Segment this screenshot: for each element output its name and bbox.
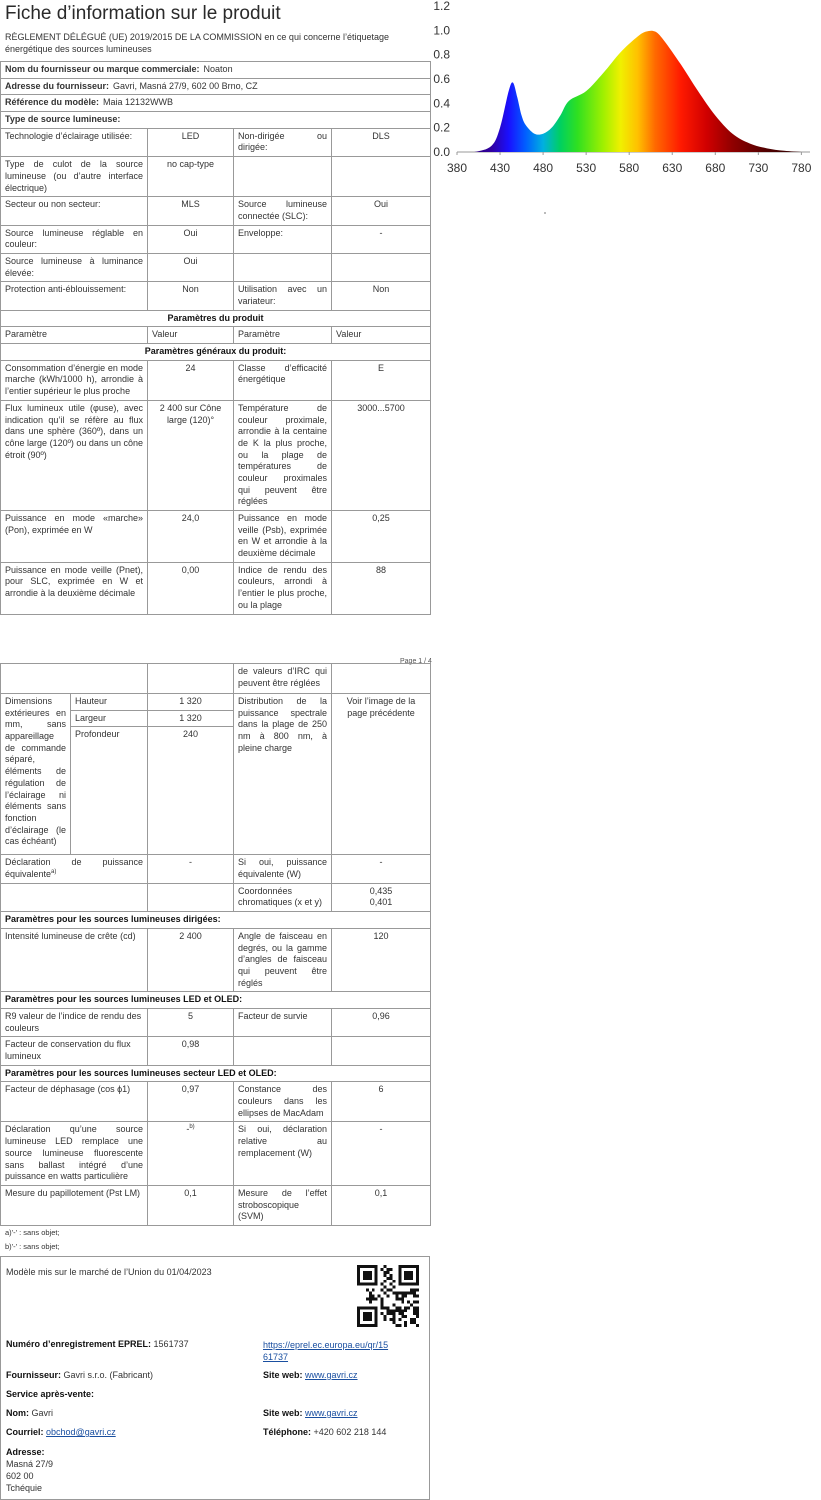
email-link[interactable]: obchod@gavri.cz (46, 1427, 116, 1437)
param-label (234, 157, 332, 197)
param-label: Puissance en mode veille (Pnet), pour SLC, exprimée en W et arrondie à la deuxième décimale (1, 562, 148, 614)
regulation-text: RÈGLEMENT DÉLÉGUÉ (UE) 2019/2015 DE LA COMMISSION en ce qui concerne l’étiquetage énergétique des sources lumineuses (5, 32, 390, 54)
chroma-y: 0,401 (369, 897, 393, 908)
x-tick-label: 380 (446, 161, 468, 175)
footnote: b)'-' : sans objet; (5, 1241, 60, 1251)
phase-label: Facteur de déphasage (cos ϕ1) (1, 1082, 148, 1122)
name-value: Gavri (31, 1408, 54, 1418)
param-value: 24 (148, 360, 234, 400)
eprel-box (0, 1256, 430, 1500)
row-label: Adresse du fournisseur: (5, 80, 110, 91)
survival-value: 0,96 (332, 1008, 431, 1036)
lumen-label: Facteur de conservation du flux lumineux (1, 1037, 148, 1065)
product-info-table-continued (0, 663, 431, 1226)
y-tick-label: 1.0 (433, 23, 450, 38)
dim-name: Largeur (71, 710, 148, 727)
supplier-row (1, 78, 431, 95)
col-param: Paramètre (1, 327, 148, 344)
param-label: Puissance en mode veille (Psb), exprimée en W et arrondie à la deuxième décimale (234, 511, 332, 563)
address-line: Tchéquie (6, 1483, 43, 1494)
peak-label: Intensité lumineuse de crête (cd) (1, 928, 148, 991)
general-params-title: Paramètres généraux du produit: (1, 344, 431, 361)
param-label: Classe d’efficacité énergétique (234, 360, 332, 400)
supplier-label: Fournisseur: (6, 1370, 62, 1380)
survival-label: Facteur de survie (234, 1008, 332, 1036)
param-value: 24,0 (148, 511, 234, 563)
fluo-value: - (186, 1124, 190, 1135)
fluo-w-label: Si oui, déclaration relative au remplacement (W) (234, 1122, 332, 1185)
qr-code-icon[interactable] (357, 1265, 419, 1327)
fluo-w-value: - (332, 1122, 431, 1185)
beam-value: 120 (332, 928, 431, 991)
param-label: Type de culot de la source lumineuse (ou d’autre interface électrique) (1, 157, 148, 197)
pst-value: 0,1 (148, 1185, 234, 1225)
service-label: Service après-vente: (6, 1389, 95, 1399)
eprel-link-cont[interactable]: 61737 (263, 1352, 289, 1363)
col-value: Valeur (332, 327, 431, 344)
param-label: Température de couleur proximale, arrondie à la centaine de K la plus proche, ou la plage de températures de couleur proximales qui peuvent être réglées (234, 400, 332, 510)
dimensions-label: Dimensions extérieures en mm, sans appareillage de commande séparé, éléments de régulation de l’éclairage ni éléments sans fonction d’éclairage (le cas échéant) (1, 694, 71, 855)
equiv-w-value: - (332, 855, 431, 883)
y-tick-label: 0.8 (433, 47, 450, 62)
email-label: Courriel: (6, 1427, 44, 1437)
param-value: 0,25 (332, 511, 431, 563)
param-label: Consommation d’énergie en mode marche (kWh/1000 h), arrondie à l’entier supérieur le plus proche (1, 360, 148, 400)
param-value: MLS (148, 197, 234, 225)
param-label: Source lumineuse connectée (SLC): (234, 197, 332, 225)
svm-value: 0,1 (332, 1185, 431, 1225)
col-param: Paramètre (234, 327, 332, 344)
param-label: Indice de rendu des couleurs, arrondi à l’entier le plus proche, ou la plage (234, 562, 332, 614)
param-value (332, 253, 431, 281)
param-label: Enveloppe: (234, 225, 332, 253)
chroma-label: Coordonnées chromatiques (x et y) (234, 883, 332, 911)
footnote-ref: b) (189, 1124, 195, 1131)
website-link[interactable]: www.gavri.cz (305, 1370, 358, 1380)
supplier-value: Gavri s.r.o. (Fabricant) (63, 1370, 154, 1380)
x-tick-label: 580 (619, 161, 640, 175)
pst-label: Mesure du papillotement (Pst LM) (1, 1185, 148, 1225)
param-label: Source lumineuse réglable en couleur: (1, 225, 148, 253)
footnote-ref: a) (51, 869, 57, 876)
eprel-link[interactable]: https://eprel.ec.europa.eu/qr/15 (263, 1340, 389, 1350)
lumen-value: 0,98 (148, 1037, 234, 1065)
param-value (332, 157, 431, 197)
param-value: Oui (148, 253, 234, 281)
spectral-label: Distribution de la puissance spectrale dans la plage de 250 nm à 800 nm, à pleine charge (234, 694, 332, 855)
beam-label: Angle de faisceau en degrés, ou la gamme d’angles de faisceau qui peuvent être réglés (234, 928, 332, 991)
y-tick-label: 1.2 (433, 0, 450, 13)
col-value: Valeur (148, 327, 234, 344)
row-label: Référence du modèle: (5, 97, 100, 108)
address-label: Adresse: (6, 1447, 45, 1457)
y-tick-label: 0.4 (433, 96, 450, 111)
param-value: Oui (332, 197, 431, 225)
eprel-reg-label: Numéro d’enregistrement EPREL: (6, 1339, 152, 1349)
mains-title: Paramètres pour les sources lumineuses secteur LED et OLED: (1, 1065, 431, 1082)
equiv-value: - (148, 855, 234, 883)
row-value: Maia 12132WWB (103, 97, 174, 108)
name-label: Nom: (6, 1408, 29, 1418)
chroma-x: 0,435 (369, 885, 393, 896)
address-line: Masná 27/9 (6, 1459, 54, 1470)
supplier-row (1, 95, 431, 112)
dim-name: Profondeur (71, 727, 148, 855)
macadam-value: 6 (332, 1082, 431, 1122)
r9-label: R9 valeur de l’indice de rendu des couleurs (1, 1008, 148, 1036)
stray-dot (544, 212, 546, 214)
x-tick-label: 630 (662, 161, 683, 175)
x-tick-label: 430 (490, 161, 511, 175)
row-label: Type de source lumineuse: (5, 114, 121, 125)
phase-value: 0,97 (148, 1082, 234, 1122)
supplier-row (1, 62, 431, 79)
param-value: - (332, 225, 431, 253)
params-section-title: Paramètres du produit (1, 310, 431, 327)
peak-value: 2 400 (148, 928, 234, 991)
dim-value: 240 (148, 727, 234, 855)
param-label (234, 253, 332, 281)
page-number: Page 1 / 4 (400, 658, 432, 665)
param-label: Utilisation avec un variateur: (234, 282, 332, 310)
y-tick-label: 0.0 (433, 145, 450, 159)
spectrum-area (457, 31, 801, 152)
x-tick-label: 680 (705, 161, 726, 175)
param-value: Non (148, 282, 234, 310)
x-tick-label: 730 (748, 161, 769, 175)
param-label: Flux lumineux utile (φuse), avec indication qu’il se réfère au flux dans une sphère (360º), dans un cône large (120º) ou dans un cône étroit (90º) (1, 400, 148, 510)
y-tick-label: 0.2 (433, 120, 450, 135)
footnotes (5, 1228, 60, 1256)
param-value: Oui (148, 225, 234, 253)
footnote: a)'-' : sans objet; (5, 1228, 60, 1237)
y-tick-label: 0.6 (433, 72, 450, 86)
param-label: Protection anti-éblouissement: (1, 282, 148, 310)
dim-value: 1 320 (148, 710, 234, 727)
row-label: Nom du fournisseur ou marque commerciale: (5, 64, 200, 74)
product-info-table (0, 61, 431, 615)
row-value: Noaton (203, 64, 233, 74)
supplier-row (1, 112, 431, 129)
website-label: Site web: (263, 1408, 303, 1418)
irc-continued: de valeurs d’IRC qui peuvent être réglées (234, 664, 332, 694)
param-label: Non-dirigée ou dirigée: (234, 128, 332, 156)
dim-name: Hauteur (71, 694, 148, 711)
param-value: DLS (332, 128, 431, 156)
param-label: Secteur ou non secteur: (1, 197, 148, 225)
equiv-w-label: Si oui, puissance équivalente (W) (234, 855, 332, 883)
fluo-label: Déclaration qu’une source lumineuse LED remplace une source lumineuse fluorescente sans ballast intégré d’une puissance en watts particulière (1, 1122, 148, 1185)
website-link[interactable]: www.gavri.cz (305, 1408, 358, 1418)
param-value: E (332, 360, 431, 400)
svm-label: Mesure de l’effet stroboscopique (SVM) (234, 1185, 332, 1225)
param-value: 0,00 (148, 562, 234, 614)
spectral-value: Voir l’image de la page précédente (332, 694, 431, 855)
spectral-chart (430, 0, 821, 180)
website-label: Site web: (263, 1370, 303, 1380)
address-line: 602 00 (6, 1471, 34, 1482)
page-title: Fiche d’information sur le produit (5, 3, 281, 24)
param-value: LED (148, 128, 234, 156)
r9-value: 5 (148, 1008, 234, 1036)
equiv-label: Déclaration de puissance équivalente (5, 857, 143, 880)
x-tick-label: 530 (576, 161, 597, 175)
param-label: Puissance en mode «marche» (Pon), exprimée en W (1, 511, 148, 563)
param-label: Technologie d’éclairage utilisée: (1, 128, 148, 156)
x-tick-label: 480 (533, 161, 554, 175)
eprel-reg-value: 1561737 (153, 1339, 189, 1349)
phone-label: Téléphone: (263, 1427, 312, 1437)
led-title: Paramètres pour les sources lumineuses LED et OLED: (1, 992, 431, 1009)
param-label: Source lumineuse à luminance élevée: (1, 253, 148, 281)
param-value: no cap-type (148, 157, 234, 197)
market-date: Modèle mis sur le marché de l’Union du 01/04/2023 (6, 1267, 212, 1277)
phone-value: +420 602 218 144 (313, 1427, 387, 1437)
param-value: Non (332, 282, 431, 310)
x-tick-label: 780 (791, 161, 812, 175)
row-value: Gavri, Masná 27/9, 602 00 Brno, CZ (113, 80, 258, 91)
param-value: 2 400 sur Cône large (120)° (148, 400, 234, 510)
macadam-label: Constance des couleurs dans les ellipses de MacAdam (234, 1082, 332, 1122)
dim-value: 1 320 (148, 694, 234, 711)
param-value: 3000...5700 (332, 400, 431, 510)
param-value: 88 (332, 562, 431, 614)
directed-title: Paramètres pour les sources lumineuses dirigées: (1, 912, 431, 929)
